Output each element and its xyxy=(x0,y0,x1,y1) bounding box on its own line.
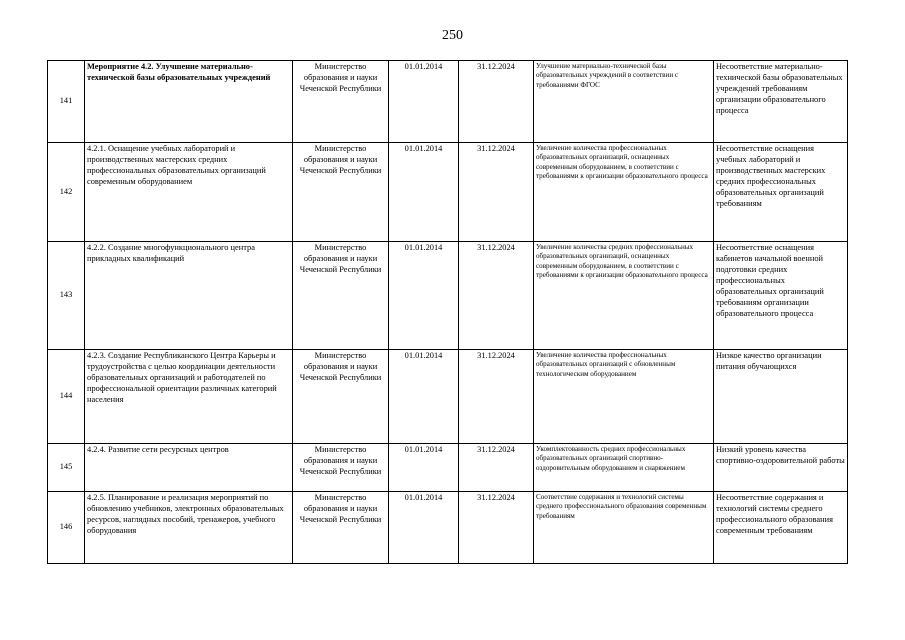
start-date: 01.01.2014 xyxy=(389,492,459,564)
table-row xyxy=(48,444,848,492)
start-date: 01.01.2014 xyxy=(389,143,459,242)
row-number: 142 xyxy=(48,143,85,242)
measure-name: 4.2.2. Создание многофункционального центра прикладных квалификаций xyxy=(85,242,293,350)
consequence: Несоответствие содержания и технологий системы среднего профессионального образования современным требованиям xyxy=(714,492,848,564)
consequence: Низкое качество организации питания обучающихся xyxy=(714,350,848,444)
end-date: 31.12.2024 xyxy=(459,242,534,350)
executor: Министерство образования и науки Чеченской Республики xyxy=(293,143,389,242)
end-date: 31.12.2024 xyxy=(459,350,534,444)
activities-table xyxy=(47,60,848,564)
start-date: 01.01.2014 xyxy=(389,242,459,350)
start-date: 01.01.2014 xyxy=(389,350,459,444)
consequence: Несоответствие оснащения учебных лабораторий и производственных мастерских средних профессиональных образовательных организаций требованиям xyxy=(714,143,848,242)
measure-name: 4.2.4. Развитие сети ресурсных центров xyxy=(85,444,293,492)
start-date: 01.01.2014 xyxy=(389,444,459,492)
executor: Министерство образования и науки Чеченской Республики xyxy=(293,444,389,492)
table-row xyxy=(48,242,848,350)
row-number: 146 xyxy=(48,492,85,564)
measure-name: Мероприятие 4.2. Улучшение материально-технической базы образовательных учреждений xyxy=(85,61,293,143)
row-number: 141 xyxy=(48,61,85,143)
expected-result: Укомплектованность средних профессиональных образовательных организаций спортивно-оздоровительным оборудованием и снаряжением xyxy=(534,444,714,492)
row-number: 145 xyxy=(48,444,85,492)
end-date: 31.12.2024 xyxy=(459,492,534,564)
consequence: Несоответствие материально-технической базы образовательных учреждений требованиям организации образовательного процесса xyxy=(714,61,848,143)
end-date: 31.12.2024 xyxy=(459,444,534,492)
start-date: 01.01.2014 xyxy=(389,61,459,143)
executor: Министерство образования и науки Чеченской Республики xyxy=(293,350,389,444)
end-date: 31.12.2024 xyxy=(459,61,534,143)
page-number: 250 xyxy=(442,28,463,43)
expected-result: Увеличение количества средних профессиональных образовательных организаций, оснащенных современным оборудованием, в соответствии с требованиями к организации образовательного процесса xyxy=(534,242,714,350)
executor: Министерство образования и науки Чеченской Республики xyxy=(293,242,389,350)
table-row xyxy=(48,492,848,564)
table-row xyxy=(48,143,848,242)
row-number: 144 xyxy=(48,350,85,444)
consequence: Низкий уровень качества спортивно-оздоровительной работы xyxy=(714,444,848,492)
executor: Министерство образования и науки Чеченской Республики xyxy=(293,492,389,564)
measure-name: 4.2.5. Планирование и реализация мероприятий по обновлению учебников, электронных образовательных ресурсов, наглядных пособий, тренажеров, учебного оборудования xyxy=(85,492,293,564)
expected-result: Соответствие содержания и технологий системы среднего профессионального образования современным требованиям xyxy=(534,492,714,564)
expected-result: Улучшение материально-технической базы образовательных учреждений в соответствии с требованиями ФГОС xyxy=(534,61,714,143)
table-row xyxy=(48,61,848,143)
end-date: 31.12.2024 xyxy=(459,143,534,242)
expected-result: Увеличение количества профессиональных образовательных организаций, оснащенных современным оборудованием, в соответствии с требованиями к организации образовательного процесса xyxy=(534,143,714,242)
measure-name: 4.2.1. Оснащение учебных лабораторий и производственных мастерских средних профессиональных образовательных организаций современным оборудованием xyxy=(85,143,293,242)
consequence: Несоответствие оснащения кабинетов начальной военной подготовки средних профессиональных образовательных организаций требованиям организации образовательного процесса xyxy=(714,242,848,350)
expected-result: Увеличение количества профессиональных образовательных организаций с обновленным технологическим оборудованием xyxy=(534,350,714,444)
executor: Министерство образования и науки Чеченской Республики xyxy=(293,61,389,143)
table-row xyxy=(48,350,848,444)
row-number: 143 xyxy=(48,242,85,350)
measure-name: 4.2.3. Создание Республиканского Центра Карьеры и трудоустройства с целью координации деятельности образовательных организаций и работодателей по профессиональной ориентации различных категорий населения xyxy=(85,350,293,444)
